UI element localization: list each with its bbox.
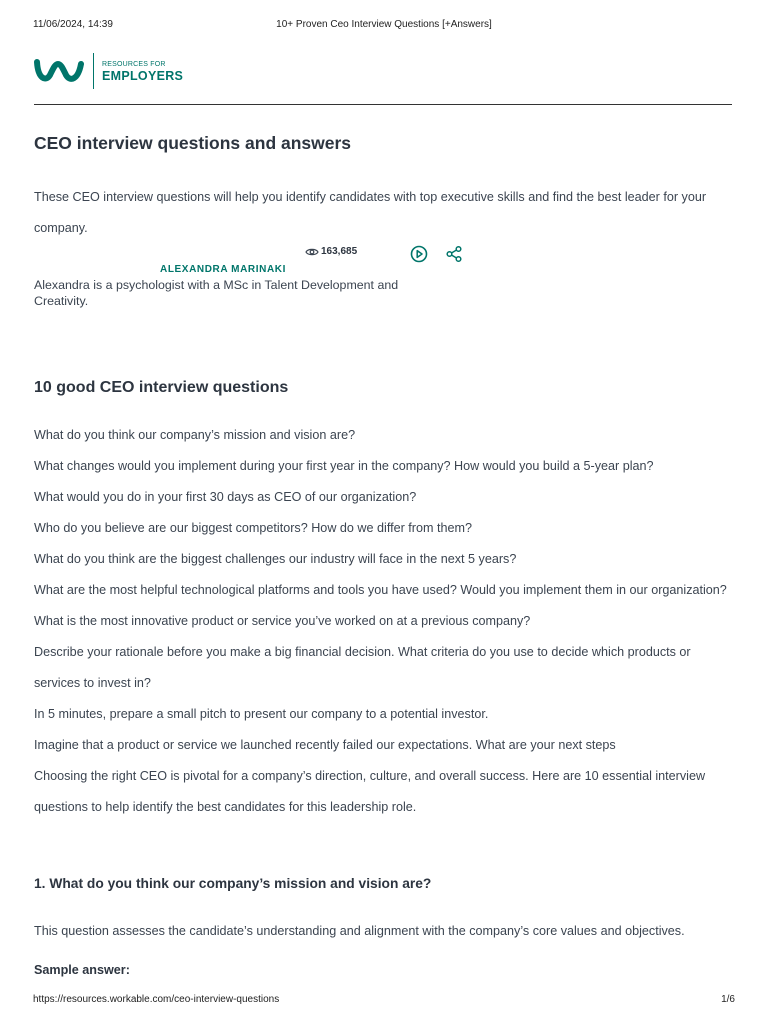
- logo-subtitle: RESOURCES FOR: [102, 60, 166, 68]
- list-item: Who do you believe are our biggest competitors? How do we differ from them?: [34, 521, 472, 535]
- header-divider: [34, 104, 732, 105]
- list-item: What is the most innovative product or service you’ve worked on at a previous company?: [34, 614, 531, 628]
- author-name[interactable]: ALEXANDRA MARINAKI: [160, 264, 286, 275]
- list-item: In 5 minutes, prepare a small pitch to present our company to a potential investor.: [34, 707, 489, 721]
- question-list: [34, 420, 734, 823]
- list-item: What changes would you implement during your first year in the company? How would you build a 5-year plan?: [34, 459, 654, 473]
- share-icon: [445, 245, 463, 263]
- logo-wordmark: EMPLOYERS: [102, 68, 184, 83]
- view-count-value: 163,685: [321, 246, 358, 257]
- list-item: What are the most helpful technological platforms and tools you have used? Would you implement them in our organization?: [34, 583, 727, 597]
- play-icon: [410, 245, 428, 263]
- print-date: 11/06/2024, 14:39: [33, 19, 113, 30]
- logo-divider: [93, 53, 94, 89]
- list-item: Describe your rationale before you make a big financial decision. What criteria do you use to decide which products or services to invest in?: [34, 645, 691, 690]
- page-title: CEO interview questions and answers: [34, 133, 352, 153]
- section-heading: 10 good CEO interview questions: [34, 379, 289, 396]
- assessment-paragraph: This question assesses the candidate’s understanding and alignment with the company’s core values and objectives.: [34, 924, 685, 938]
- logo[interactable]: [34, 52, 183, 90]
- sample-answer-label: Sample answer:: [34, 963, 130, 977]
- list-item: What do you think are the biggest challenges our industry will face in the next 5 years?: [34, 552, 517, 566]
- list-item: Choosing the right CEO is pivotal for a company’s direction, culture, and overall success. Here are 10 essential interview questions to help identify the best candidates for this leadership role.: [34, 769, 706, 814]
- author-bio: Alexandra is a psychologist with a MSc in Talent Development and Creativity.: [34, 278, 399, 308]
- play-button[interactable]: [409, 244, 429, 264]
- workable-logo-icon: [34, 55, 84, 87]
- share-button[interactable]: [444, 244, 464, 264]
- view-count: [305, 246, 357, 257]
- question-heading: 1. What do you think our company’s mission and vision are?: [34, 876, 432, 891]
- intro-paragraph: These CEO interview questions will help you identify candidates with top executive skills and find the best leader for your company.: [34, 190, 707, 235]
- eye-icon: [305, 247, 319, 257]
- list-item: What do you think our company’s mission and vision are?: [34, 428, 356, 442]
- print-page-title: 10+ Proven Ceo Interview Questions [+Answers]: [276, 19, 492, 30]
- print-url: https://resources.workable.com/ceo-interview-questions: [33, 994, 280, 1005]
- list-item: Imagine that a product or service we launched recently failed our expectations. What are your next steps: [34, 738, 616, 752]
- list-item: What would you do in your first 30 days as CEO of our organization?: [34, 490, 417, 504]
- page-number: 1/6: [721, 994, 735, 1005]
